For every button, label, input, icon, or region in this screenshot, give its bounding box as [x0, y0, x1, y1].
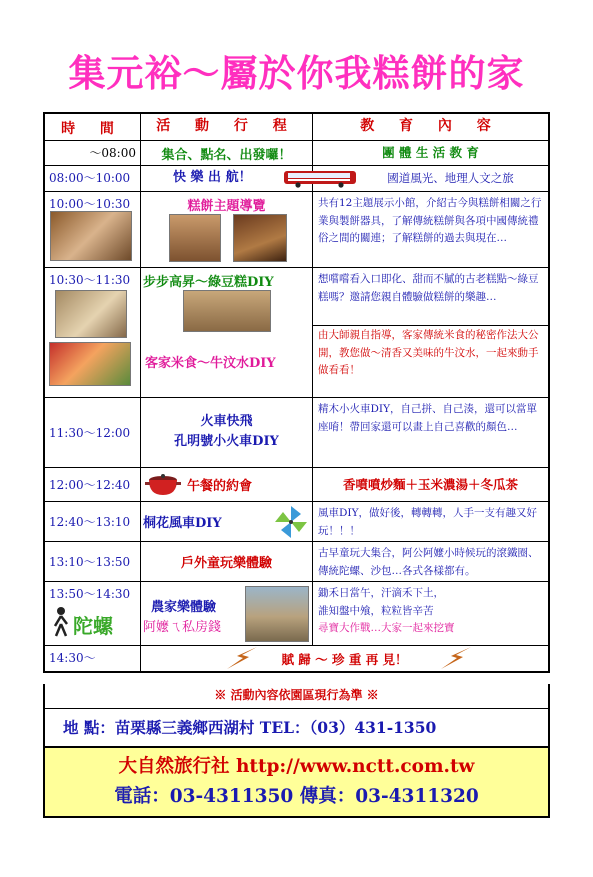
spinning-top-icon [51, 606, 71, 638]
row-desc: 香噴噴炒麵＋玉米濃湯＋冬瓜茶 [342, 476, 518, 492]
row-desc: 團 體 生 活 教 育 [382, 145, 479, 161]
row-desc: 風車DIY，做好後，轉轉轉，人手一支有趣又好玩！！！ [318, 507, 537, 537]
table-row [45, 191, 548, 267]
row-activity: 戶外童玩樂體驗 [141, 542, 313, 581]
table-row [45, 581, 548, 645]
row-desc: 共有12主題展示小館，介紹古今與糕餅相關之行業與製餅器具，了解傳統糕餅與各項中國傳統禮俗之間的關連；了解糕餅的過去與現在… [318, 197, 542, 244]
table-row [45, 165, 548, 191]
row-time: 13:50～14:30 [49, 587, 131, 601]
row-time: ～08:00 [45, 141, 141, 165]
schedule-table [43, 112, 550, 673]
row-desc: 精木小火車DIY，自己拼、自己湊，還可以當單座唷！帶回家還可以畫上自己喜歡的顏色… [318, 403, 537, 433]
lightning-icon [441, 647, 471, 669]
row-time: 08:00～10:00 [45, 166, 141, 191]
row-activity: 賦 歸 ～ 珍 重 再 見！ [281, 651, 408, 667]
agency: 大自然旅行社 http://www.nctt.com.tw [118, 756, 475, 777]
row-activity: 步步高昇～綠豆糕DIY [143, 275, 274, 290]
row-activity: 火車快飛 [200, 414, 253, 429]
row-desc-line: 鋤禾日當午，汗滴禾下土， [318, 587, 444, 599]
table-row [45, 467, 548, 501]
diy-photo [49, 342, 131, 386]
row-time: 10:30～11:30 [49, 273, 131, 287]
row-activity: 快 樂 出 航！ [141, 166, 313, 191]
table-row [45, 140, 548, 165]
table-row [45, 541, 548, 581]
spinning-top-label: 陀螺 [73, 614, 113, 638]
table-header [45, 114, 548, 140]
row-time: 12:40～13:10 [45, 502, 141, 541]
farm-photo [245, 586, 309, 642]
row-activity-line2: 阿嬤ㄟ私房錢 [143, 620, 222, 635]
header-time: 時 間 [45, 114, 141, 140]
header-edu: 教 育 內 容 [360, 118, 501, 134]
notice: ※ 活動內容依園區現行為準 ※ [45, 684, 548, 709]
row-desc-line: 誰知盤中飧，粒粒皆辛苦 [318, 604, 434, 617]
pastry-photo [183, 290, 271, 332]
table-row [45, 397, 548, 467]
table-row [45, 645, 548, 671]
pinwheel-icon [273, 504, 309, 540]
row-time: 10:00～10:30 [49, 197, 131, 211]
contact: 電話：03-4311350 傳真：03-4311320 [114, 786, 479, 807]
footer [43, 748, 550, 818]
row-activity: 午餐的約會 [187, 479, 253, 494]
row-time: 12:00～12:40 [45, 468, 141, 501]
row-time: 14:30～ [45, 646, 141, 671]
row-activity: 糕餅主題導覽 [187, 199, 266, 214]
row-activity-line2: 孔明號小火車DIY [174, 434, 279, 449]
row-desc: 想嚐嚐看入口即化、甜而不膩的古老糕點～綠豆糕嗎？邀請您親自體驗做糕餅的樂趣… [318, 273, 539, 303]
diy-photo [55, 290, 127, 338]
exhibit-photo [169, 214, 221, 262]
museum-photo [50, 211, 132, 261]
divider [313, 325, 548, 326]
row-time: 13:10～13:50 [45, 542, 141, 581]
row-desc-pink: 尋寶大作戰…大家一起來挖寶 [318, 622, 455, 634]
row-desc: 古早童玩大集合，阿公阿嬤小時候玩的滾鐵圈、傳統陀螺、沙包…各式各樣都有。 [318, 547, 539, 577]
header-activity: 活 動 行 程 [141, 114, 313, 140]
row-time: 11:30～12:00 [45, 398, 141, 467]
cooking-pot-icon [145, 471, 181, 498]
row-desc-2: 由大師親自指導，客家傳統米食的秘密作法大公開，教您做～清香又美味的牛汶水，一起來動手做看看！ [318, 329, 539, 376]
row-activity-2: 客家米食～牛汶水DIY [145, 356, 276, 371]
table-row [45, 267, 548, 397]
info-box [43, 684, 550, 748]
row-desc: 國道風光、地理人文之旅 [387, 170, 514, 185]
row-activity: 農家樂體驗 [151, 600, 217, 615]
row-activity: 集合、點名、出發囉！ [141, 141, 313, 165]
location: 地 點：苗栗縣三義鄉西湖村 TEL：（03）431-1350 [63, 718, 437, 737]
page-title: 集元裕～屬於你我糕餅的家 [68, 52, 525, 95]
row-activity: 桐花風車DIY [143, 516, 222, 531]
exhibit-photo [233, 214, 287, 262]
table-row [45, 501, 548, 541]
